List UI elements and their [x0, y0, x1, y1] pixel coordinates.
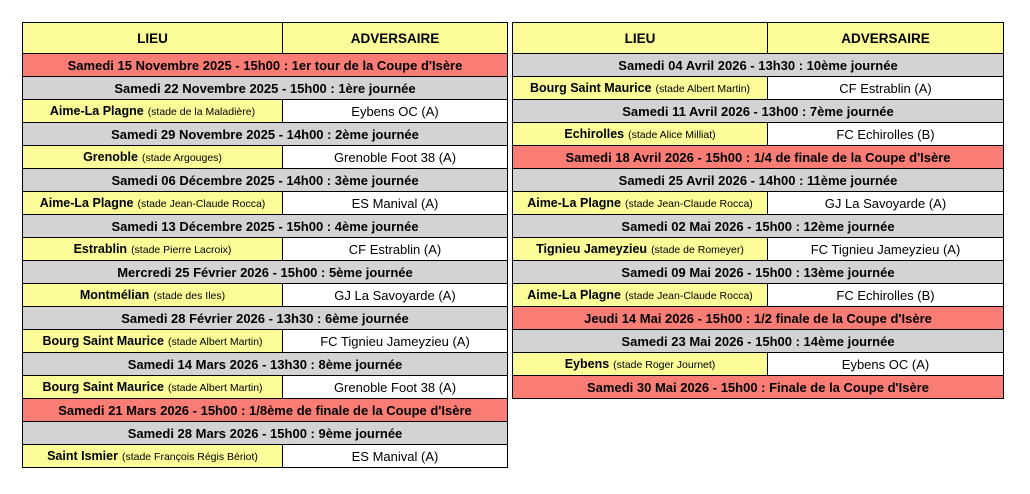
adversaire-cell: Grenoble Foot 38 (A): [283, 146, 508, 169]
lieu-name: Aime-La Plagne: [527, 196, 621, 210]
lieu-cell: [23, 330, 283, 353]
adversaire-cell: Grenoble Foot 38 (A): [283, 376, 508, 399]
stade-name: (stade Argouges): [141, 152, 222, 164]
column-header-lieu: LIEU: [23, 23, 283, 54]
matchday-date-cell: Mercredi 25 Février 2026 - 15h00 : 5ème journée: [23, 261, 508, 284]
table-row: [513, 169, 1004, 192]
column-header-lieu: LIEU: [513, 23, 768, 54]
table-row: [513, 284, 1004, 307]
matchday-date-cell: Samedi 11 Avril 2026 - 13h00 : 7ème journée: [513, 100, 1004, 123]
lieu-cell: [23, 192, 283, 215]
cup-round-cell: Samedi 21 Mars 2026 - 15h00 : 1/8ème de finale de la Coupe d'Isère: [23, 399, 508, 422]
adversaire-cell: GJ La Savoyarde (A): [768, 192, 1004, 215]
table-row: [513, 353, 1004, 376]
adversaire-cell: ES Manival (A): [283, 445, 508, 468]
matchday-date-cell: Samedi 02 Mai 2026 - 15h00 : 12ème journée: [513, 215, 1004, 238]
adversaire-cell: FC Echirolles (B): [768, 284, 1004, 307]
fixtures-table-right: [512, 22, 1004, 399]
lieu-name: Montmélian: [79, 288, 150, 302]
cup-round-cell: Samedi 15 Novembre 2025 - 15h00 : 1er tour de la Coupe d'Isère: [23, 54, 508, 77]
matchday-date-cell: Samedi 23 Mai 2026 - 15h00 : 14ème journée: [513, 330, 1004, 353]
lieu-cell: [513, 192, 768, 215]
stade-name: (stade Albert Martin): [655, 83, 751, 95]
table-row: [513, 261, 1004, 284]
adversaire-cell: ES Manival (A): [283, 192, 508, 215]
stade-name: (stade François Régis Bériot): [121, 451, 258, 463]
header-row: [513, 23, 1004, 54]
lieu-name: Echirolles: [564, 127, 625, 141]
matchday-date-cell: Samedi 22 Novembre 2025 - 15h00 : 1ère journée: [23, 77, 508, 100]
lieu-name: Saint Ismier: [47, 449, 118, 463]
lieu-name: Grenoble: [83, 150, 138, 164]
matchday-date-cell: Samedi 28 Février 2026 - 13h30 : 6ème journée: [23, 307, 508, 330]
cup-round-cell: Jeudi 14 Mai 2026 - 15h00 : 1/2 finale de la Coupe d'Isère: [513, 307, 1004, 330]
lieu-cell: [513, 123, 768, 146]
adversaire-cell: FC Tignieu Jameyzieu (A): [768, 238, 1004, 261]
lieu-name: Aime-La Plagne: [527, 288, 621, 302]
table-row: [23, 238, 508, 261]
matchday-date-cell: Samedi 29 Novembre 2025 - 14h00 : 2ème journée: [23, 123, 508, 146]
lieu-name: Eybens: [564, 357, 610, 371]
table-row: [23, 422, 508, 445]
table-row: [513, 54, 1004, 77]
matchday-date-cell: Samedi 28 Mars 2026 - 15h00 : 9ème journée: [23, 422, 508, 445]
lieu-name: Aime-La Plagne: [39, 196, 134, 210]
adversaire-cell: Eybens OC (A): [768, 353, 1004, 376]
adversaire-cell: CF Estrablin (A): [283, 238, 508, 261]
adversaire-cell: CF Estrablin (A): [768, 77, 1004, 100]
lieu-cell: [513, 77, 768, 100]
stade-name: (stade Jean-Claude Rocca): [624, 290, 753, 302]
lieu-name: Tignieu Jameyzieu: [536, 242, 648, 256]
lieu-cell: [513, 353, 768, 376]
matchday-date-cell: Samedi 14 Mars 2026 - 13h30 : 8ème journée: [23, 353, 508, 376]
table-row: [23, 399, 508, 422]
stade-name: (stade Jean-Claude Rocca): [624, 198, 753, 210]
stade-name: (stade de Romeyer): [651, 244, 744, 256]
lieu-cell: [23, 100, 283, 123]
matchday-date-cell: Samedi 13 Décembre 2025 - 15h00 : 4ème journée: [23, 215, 508, 238]
table-row: [513, 123, 1004, 146]
stade-name: (stade Alice Milliat): [628, 129, 716, 141]
lieu-cell: [23, 146, 283, 169]
stade-name: (stade Jean-Claude Rocca): [137, 198, 266, 210]
lieu-name: Bourg Saint Maurice: [529, 81, 652, 95]
stade-name: (stade de la Maladière): [147, 106, 256, 118]
stade-name: (stade Pierre Lacroix): [131, 244, 232, 256]
stade-name: (stade Roger Journet): [613, 359, 716, 371]
lieu-name: Aime-La Plagne: [49, 104, 144, 118]
table-row: [513, 238, 1004, 261]
stade-name: (stade des Iles): [153, 290, 226, 302]
stade-name: (stade Albert Martin): [168, 382, 263, 394]
table-row: [23, 169, 508, 192]
stade-name: (stade Albert Martin): [168, 336, 263, 348]
table-row: [23, 261, 508, 284]
table-row: [23, 353, 508, 376]
table-row: [23, 307, 508, 330]
lieu-cell: [513, 284, 768, 307]
lieu-cell: [23, 238, 283, 261]
lieu-cell: [23, 445, 283, 468]
table-row: [23, 146, 508, 169]
adversaire-cell: GJ La Savoyarde (A): [283, 284, 508, 307]
lieu-name: Bourg Saint Maurice: [42, 380, 164, 394]
matchday-date-cell: Samedi 25 Avril 2026 - 14h00 : 11ème journée: [513, 169, 1004, 192]
fixtures-table-left: [22, 22, 508, 468]
adversaire-cell: Eybens OC (A): [283, 100, 508, 123]
table-row: [513, 146, 1004, 169]
table-row: [513, 307, 1004, 330]
table-row: [23, 330, 508, 353]
table-row: [23, 215, 508, 238]
table-row: [513, 77, 1004, 100]
lieu-cell: [23, 376, 283, 399]
column-header-adversaire: ADVERSAIRE: [283, 23, 508, 54]
cup-round-cell: Samedi 18 Avril 2026 - 15h00 : 1/4 de finale de la Coupe d'Isère: [513, 146, 1004, 169]
cup-round-cell: Samedi 30 Mai 2026 - 15h00 : Finale de la Coupe d'Isère: [513, 376, 1004, 399]
lieu-name: Bourg Saint Maurice: [42, 334, 164, 348]
table-row: [23, 192, 508, 215]
table-row: [23, 100, 508, 123]
lieu-name: Estrablin: [73, 242, 128, 256]
adversaire-cell: FC Echirolles (B): [768, 123, 1004, 146]
table-row: [513, 376, 1004, 399]
matchday-date-cell: Samedi 04 Avril 2026 - 13h30 : 10ème journée: [513, 54, 1004, 77]
table-row: [513, 192, 1004, 215]
table-row: [23, 284, 508, 307]
column-header-adversaire: ADVERSAIRE: [768, 23, 1004, 54]
adversaire-cell: FC Tignieu Jameyzieu (A): [283, 330, 508, 353]
table-row: [23, 54, 508, 77]
matchday-date-cell: Samedi 09 Mai 2026 - 15h00 : 13ème journée: [513, 261, 1004, 284]
table-row: [23, 77, 508, 100]
matchday-date-cell: Samedi 06 Décembre 2025 - 14h00 : 3ème journée: [23, 169, 508, 192]
table-row: [513, 100, 1004, 123]
lieu-cell: [23, 284, 283, 307]
header-row: [23, 23, 508, 54]
lieu-cell: [513, 238, 768, 261]
table-row: [513, 215, 1004, 238]
table-row: [23, 445, 508, 468]
table-row: [23, 123, 508, 146]
table-row: [23, 376, 508, 399]
table-row: [513, 330, 1004, 353]
